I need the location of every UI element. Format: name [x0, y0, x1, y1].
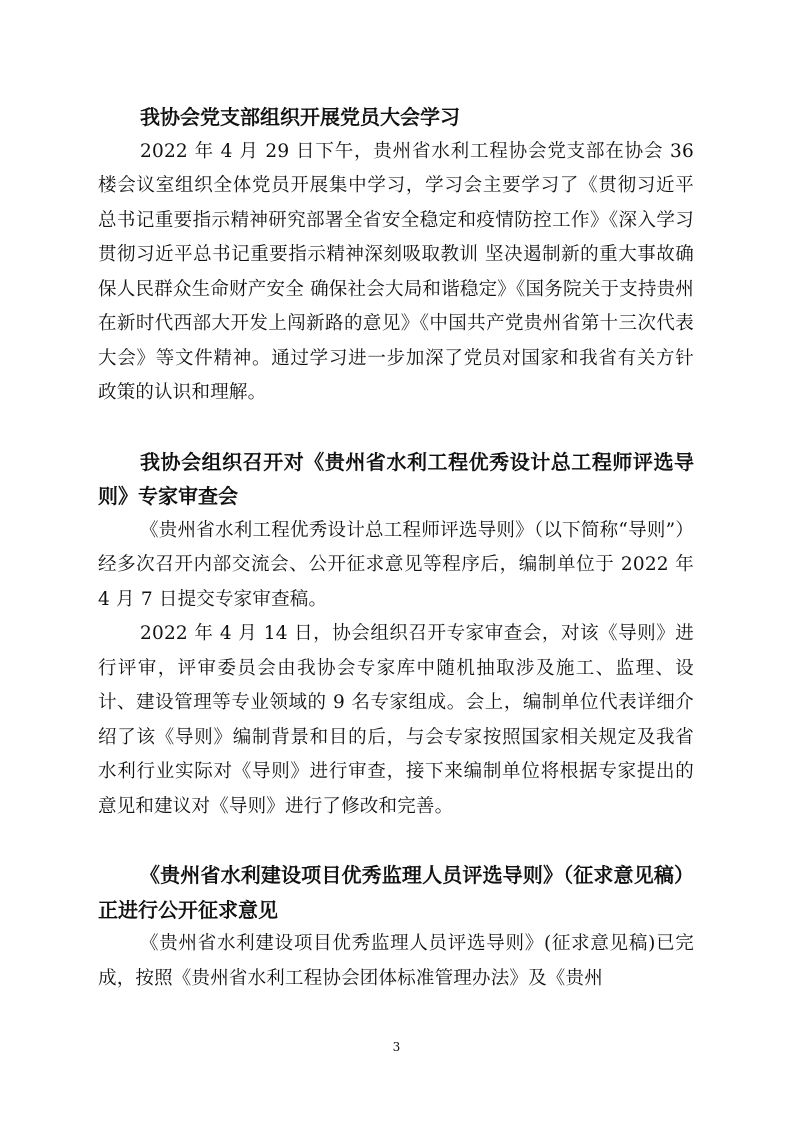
section-spacer: [98, 411, 694, 445]
document-body: [98, 100, 694, 996]
section-heading: 我协会党支部组织开展党员大会学习: [140, 105, 460, 129]
body-paragraph: 《贵州省水利工程优秀设计总工程师评选导则》（以下简称“导则”）经多次召开内部交流会、公开征求意见等程序后，编制单位于 2022 年 4 月 7 日提交专家审查稿。: [98, 519, 694, 610]
section-public-consultation: [98, 858, 694, 996]
section-spacer: [98, 824, 694, 858]
section-heading: 《贵州省水利建设项目优秀监理人员评选导则》（征求意见稿）正进行公开征求意见: [98, 863, 694, 922]
section-expert-review: [98, 445, 694, 825]
page-number: 3: [392, 1040, 401, 1054]
body-paragraph: 2022 年 4 月 29 日下午，贵州省水利工程协会党支部在协会 36 楼会议室组织全体党员开展集中学习，学习会主要学习了《贯彻习近平总书记重要指示精神研究部署全省安全稳定和疫情防控工作》《深入学习贯彻习近平总书记重要指示精神深刻吸取教训 坚决遏制新的重大事故确保人民群众生命财产安全 确保社会大局和谐稳定》《国务院关于支持贵州在新时代西部大开发上闯新路的意见》《中国共产党贵州省第十三次代表大会》等文件精神。通过学习进一步加深了党员对国家和我省有关方针政策的认识和理解。: [98, 140, 694, 403]
section-heading: 我协会组织召开对《贵州省水利工程优秀设计总工程师评选导则》专家审查会: [98, 449, 694, 508]
body-paragraph: 2022 年 4 月 14 日，协会组织召开专家审查会，对该《导则》进行评审，评审委员会由我协会专家库中随机抽取涉及施工、监理、设计、建设管理等专业领域的 9 名专家组成。会上，编制单位代表详细介绍了该《导则》编制背景和目的后，与会专家按照国家相关规定及我省水利行业实际对《导则》进行审查，接下来编制单位将根据专家提出的意见和建议对《导则》进行了修改和完善。: [98, 623, 694, 817]
section-party-study: [98, 100, 694, 411]
body-paragraph: 《贵州省水利建设项目优秀监理人员评选导则》(征求意见稿)已完成，按照《贵州省水利工程协会团体标准管理办法》及《贵州: [98, 933, 695, 989]
